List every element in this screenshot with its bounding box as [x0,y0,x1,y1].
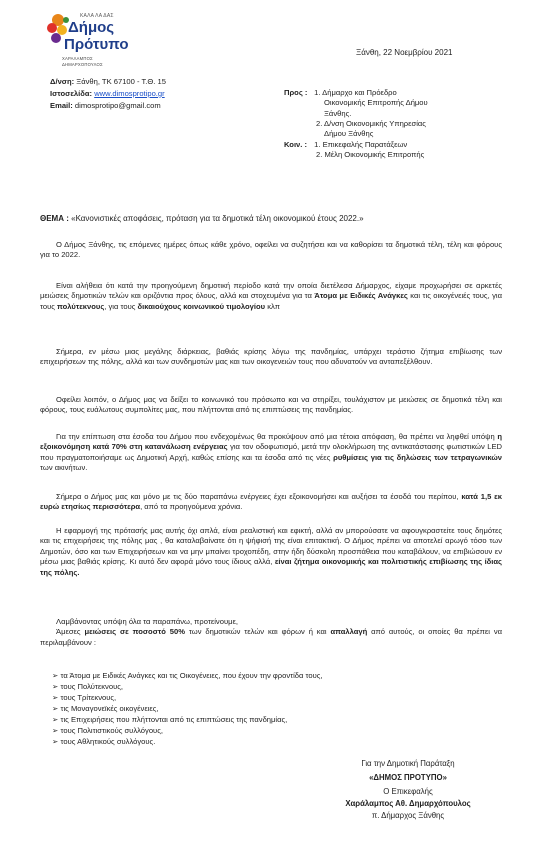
p8-bold-1: μειώσεις σε ποσοστό 50% [84,627,185,637]
address-value: Ξάνθη, ΤΚ 67100 - Τ.Θ. 15 [76,77,166,86]
cc-label: Κοιν. : [284,139,308,149]
recipient-to-1: 1. Δήμαρχο και Πρόεδρο [314,88,397,97]
p5-text-d: των ακινήτων. [40,463,88,473]
list-item [52,681,323,692]
p8-proposal [40,627,502,648]
list-item [52,692,323,703]
address-line [50,76,166,88]
arrow-bullet-icon: ➢ [52,682,59,691]
website-line [50,88,166,100]
signature-name: Χαράλαμπος Αθ. Δημαρχόπουλος [345,799,471,809]
bullet-text: τους Πολιτιστικούς συλλόγους, [60,726,163,735]
bullet-text: τους Τρίτεκνους, [60,693,117,702]
bullet-text: τις Επιχειρήσεις που πλήττονται από τις επιπτώσεις της πανδημίας, [60,715,288,724]
list-item [52,725,323,736]
p5-bold-2: ρυθμίσεις για τις δηλώσεις των τετραγωνικών [333,452,502,462]
paragraph-4: Οφείλει λοιπόν, ο Δήμος μας να δείξει το κοινωνικό του πρόσωπο και να στηρίξει, τουλάχιστον με μειώσεις σε δημοτικά τέλη και φόρους, τους ευάλωτους συμπολίτες μας, που πλήττονται από τις επιπτώσεις της πανδημίας. [40,395,502,415]
email-value: dimosprotipo@gmail.com [74,100,161,110]
bullet-text: τα Άτομα με Ειδικές Ανάγκες και τις Οικογένειες, που έχουν την φροντίδα τους, [60,671,323,680]
recipient-cc-row [284,140,428,150]
address-label: Δ/νση: [50,77,75,86]
arrow-bullet-icon: ➢ [52,726,59,735]
logo-top-text: ΚΑΛΑ ΛΑ ΔΑΣ [80,13,114,19]
p8-bold-2: απαλλαγή [330,627,368,637]
subject-line [40,213,364,224]
p2-bold-1: Άτομα με Ειδικές Ανάγκες [314,291,408,301]
to-label: Προς : [284,88,308,97]
arrow-bullet-icon: ➢ [52,715,59,724]
p8-text-d: από αυτούς, οι οποίες θα πρέπει να περιλαμβάνουν : [40,627,503,647]
document-date: Ξάνθη, 22 Νοεμβρίου 2021 [356,48,453,57]
p6-text-a: Σήμερα ο Δήμος μας και μόνο με τις δύο παραπάνω ενέργειες έχει εξοικονομήσει και αυξήσει τα έσοδά του περίπου, [56,492,462,501]
p8-text-c: των δημοτικών τελών και φόρων ή και [185,627,331,637]
bullet-text: τους Πολύτεκνους, [60,682,123,691]
recipient-cc-1: 1. Επικεφαλής Παρατάξεων [314,139,408,149]
paragraph-1: Ο Δήμος Ξάνθης, τις επόμενες ημέρες όπως κάθε χρόνο, οφείλει να συζητήσει και να καθορίσει τα δημοτικά τέλη, τέλη και φόρους για το 2022. [40,240,502,260]
recipient-to-4: 2. Δ/νση Οικονομικής Υπηρεσίας [316,118,426,128]
subject-label: ΘΕΜΑ : [40,214,69,223]
logo-line2: Πρότυπο [64,36,129,53]
arrow-bullet-icon: ➢ [52,671,59,680]
list-item [52,714,323,725]
recipient-cc-2: 2. Μέλη Οικονομικής Επιτροπής [316,149,425,159]
signature-title: π. Δήμαρχος Ξάνθης [371,811,445,821]
arrow-bullet-icon: ➢ [52,737,59,746]
signature-block [318,757,498,823]
p7-text-a: Η εφαρμογή της πρότασής μας αυτής όχι απλά, είναι ρεαλιστική και εφικτή, αλλά αν μπορούσατε να αφουγκραστείτε τους δημότες και τις επιχειρήσεις της πόλης μας , θα καταλαβαίνατε ότι η ψήφισή της είναι επιτακτική. Ο Δήμος πρέπει να αποτελεί αρωγό τόσο των Δημοτών, όσο και των Επιχειρήσεων και να μην μπαίνει τροχοπέδη, στην ήδη δύσκολη προσπάθεια που καταβάλουν, να επιβιώσουν εν μέσω μιας βαθιάς κρίσης. Κι αυτό δεν αφορά μόνο τους ίδιους αλλά, [40,526,502,567]
paragraph-7 [40,526,502,578]
p6-bold-1: κατά 1,5 εκ ευρώ ετησίως περισσότερα [40,492,502,512]
p5-text-a: Για την επίπτωση στα έσοδα του Δήμου που ενδεχομένως θα προκύψουν από μια τέτοια απόφαση, θα πρέπει να ληφθεί υπόψη [56,432,498,441]
p2-text-e: κλπ [265,301,281,311]
paragraph-5 [40,432,502,474]
list-item [52,736,323,747]
recipient-to-5: Δήμου Ξάνθης [324,129,374,139]
recipient-to-3: Ξάνθης. [324,108,352,118]
p2-bold-2: πολύτεκνους [57,301,105,311]
paragraph-2 [40,281,502,312]
p2-text-c: και τις οικογένειές τους, για τους [40,291,503,311]
p8-text-a: Λαμβάνοντας υπόψη όλα τα παραπάνω, προτείνουμε, [56,617,238,626]
list-item [52,670,323,681]
p2-text-d: , για τους [104,301,138,311]
logo-subtitle: ΧΑΡΑΛΑΜΠΟΣ ΔΗΜΑΡΧΟΠΟΥΛΟΣ [62,56,103,67]
website-link[interactable]: www.dimosprotipo.gr [94,88,165,98]
signature-line-1: Για την Δημοτική Παράταξη [361,759,455,768]
paragraph-6 [40,492,502,513]
p5-text-c: για τον οδοφωτισμό, μετά την ολοκλήρωση της αντικατάστασης φωτιστικών LED που πραγματοποιήσαμε ως Δημοτική Αρχή, καθώς επίσης και τα έσοδα από τις νέες [40,442,502,462]
p6-text-c: , από τα προηγούμενα χρόνια. [140,502,243,512]
website-label: Ιστοσελίδα: [50,88,93,98]
email-line [50,100,166,112]
p2-bold-3: δικαιούχους κοινωνικού τιμολογίου [137,301,266,311]
paragraph-8 [40,617,502,648]
recipients-block [284,88,428,160]
bullet-list [52,670,323,747]
paragraph-3: Σήμερα, εν μέσω μιας μεγάλης διάρκειας, βαθιάς κρίσης λόγω της πανδημίας, υπάρχει τεράστιο ζήτημα επιβίωσης των επιχειρήσεων της πόλης, αλλά και των συνδημοτών μας και των οικογενειών τους που αδυνατούν να ανταπεξέλθουν. [40,347,502,367]
logo-line1: Δήμος [68,19,115,36]
signature-party: «ΔΗΜΟΣ ΠΡΟΤΥΠΟ» [369,773,447,783]
p8-text-b: Άμεσες [56,627,85,637]
arrow-bullet-icon: ➢ [52,693,59,702]
list-item [52,703,323,714]
arrow-bullet-icon: ➢ [52,704,59,713]
email-label: Email: [50,100,73,110]
recipient-to-2: Οικονομικής Επιτροπής Δήμου [324,98,428,108]
p2-text-a: Είναι αλήθεια ότι κατά την προηγούμενη δημοτική περίοδο κατά την οποία διετέλεσα Δήμαρχος, είχαμε προχωρήσει σε αρκετές μειώσεις δημοτικών τελών και οριζόντια προς όλους, αλλά και στοχευμένα για τα [40,281,502,301]
contact-block [50,76,166,111]
recipient-to-row [284,88,428,98]
party-logo [44,8,132,70]
bullet-text: τις Μοναγονεϊκές οικογένειες, [60,704,159,713]
subject-text: «Κανονιστικές αποφάσεις, πρόταση για τα δημοτικά τέλη οικονομικού έτους 2022.» [68,214,364,223]
signature-role: Ο Επικεφαλής [383,787,433,797]
p5-bold-1: η εξοικονόμηση κατά 70% στη κατανάλωση ενέργειας [40,432,502,452]
p7-bold-1: είναι ζήτημα οικονομικής και πολιτιστικής επιβίωσης της ίδιας της πόλης. [40,557,503,577]
bullet-text: τους Αθλητικούς συλλόγους. [60,737,156,746]
